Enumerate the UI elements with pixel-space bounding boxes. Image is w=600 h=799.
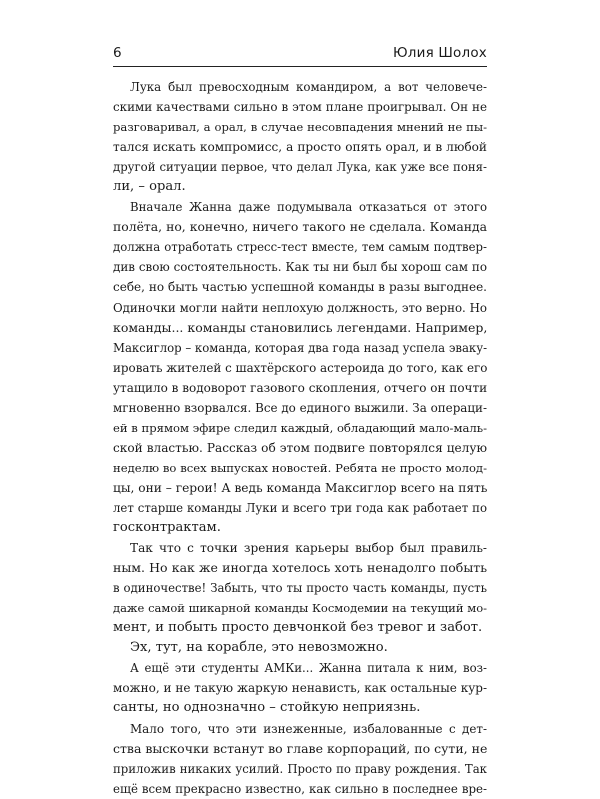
text-line: мгновенно взорвался. Все до единого выжили. За операци-	[113, 400, 487, 415]
text-line: ли, – орал.	[113, 179, 186, 195]
header-rule	[113, 66, 487, 67]
running-title: Юлия Шолох	[393, 45, 487, 61]
text-line: ным. Но как же иногда хотелось хоть ненадолго побыть	[113, 560, 487, 576]
text-line: ещё всем прекрасно известно, как сильно в последнее вре-	[113, 781, 487, 796]
text-line: Так что с точки зрения карьеры выбор был правиль-	[130, 541, 487, 556]
text-line: Лука был превосходным командиром, а вот человече-	[130, 80, 487, 94]
text-line: приложив никаких усилий. Просто по праву рождения. Так	[113, 761, 487, 776]
text-line: санты, но однозначно – стойкую неприязнь.	[113, 700, 421, 716]
text-line: в одиночестве! Забыть, что ты просто часть команды, пусть	[113, 581, 487, 596]
page-header	[113, 45, 487, 65]
text-line: полёта, но, конечно, ничего такого не сделала. Команда	[113, 219, 487, 235]
text-line: ировать жителей с шахтёрского астероида до того, как его	[113, 360, 488, 375]
text-line: Максиглор – команда, которая два года назад успела эваку-	[113, 340, 488, 355]
text-line: неделю во всех выпусках новостей. Ребята не просто молод-	[113, 460, 487, 475]
text-line: команды... команды становились легендами. Например,	[113, 319, 488, 335]
text-line: можно, и не такую жаркую ненависть, как остальные кур-	[113, 681, 487, 696]
text-line: даже самой шикарной команды Космодемии на текущий мо-	[113, 601, 487, 616]
text-line: мент, и побыть просто девчонкой без тревог и забот.	[113, 620, 483, 636]
text-line: себе, но быть частью успешной команды в разы выгоднее.	[113, 280, 487, 295]
text-line: Эх, тут, на корабле, это невозможно.	[130, 640, 388, 656]
text-line: разговаривал, а орал, в случае несовпадения мнений не пы-	[113, 120, 487, 135]
text-line: А ещё эти студенты АМКи... Жанна питала к ним, воз-	[130, 661, 487, 676]
text-line: Вначале Жанна даже подумывала отказаться от этого	[130, 200, 487, 215]
page-number: 6	[113, 45, 122, 61]
text-line: скими качествами сильно в этом плане проигрывал. Он не	[113, 100, 487, 115]
text-line: ства выскочки встанут во главе корпораций, по сути, не	[113, 740, 488, 756]
text-line: должна отработать стресс-тест вместе, тем самым подтвер-	[113, 240, 487, 255]
text-line: тался искать компромисс, а просто опять орал, и в любой	[113, 140, 487, 155]
body-text	[113, 77, 487, 799]
text-line: Мало того, что эти изнеженные, избалованные с дет-	[130, 721, 487, 736]
text-line: ей в прямом эфире следил каждый, обладающий мало-маль-	[113, 420, 487, 435]
text-line: лет старше команды Луки и всего три года как работает по	[113, 500, 487, 515]
text-line: цы, они – герои! А ведь команда Максиглор всего на пять	[113, 480, 488, 495]
text-line: Одиночки могли найти неплохую должность, это верно. Но	[113, 300, 487, 315]
text-line: госконтрактам.	[113, 520, 221, 536]
text-line: другой ситуации первое, что делал Лука, как уже все поня-	[113, 160, 487, 175]
text-line: ской властью. Рассказ об этом подвиге повторялся целую	[113, 440, 487, 455]
text-line: див свою состоятельность. Как ты ни был бы хорош сам по	[113, 260, 487, 275]
text-line: утащило в водоворот газового скопления, отчего он почти	[113, 380, 488, 395]
